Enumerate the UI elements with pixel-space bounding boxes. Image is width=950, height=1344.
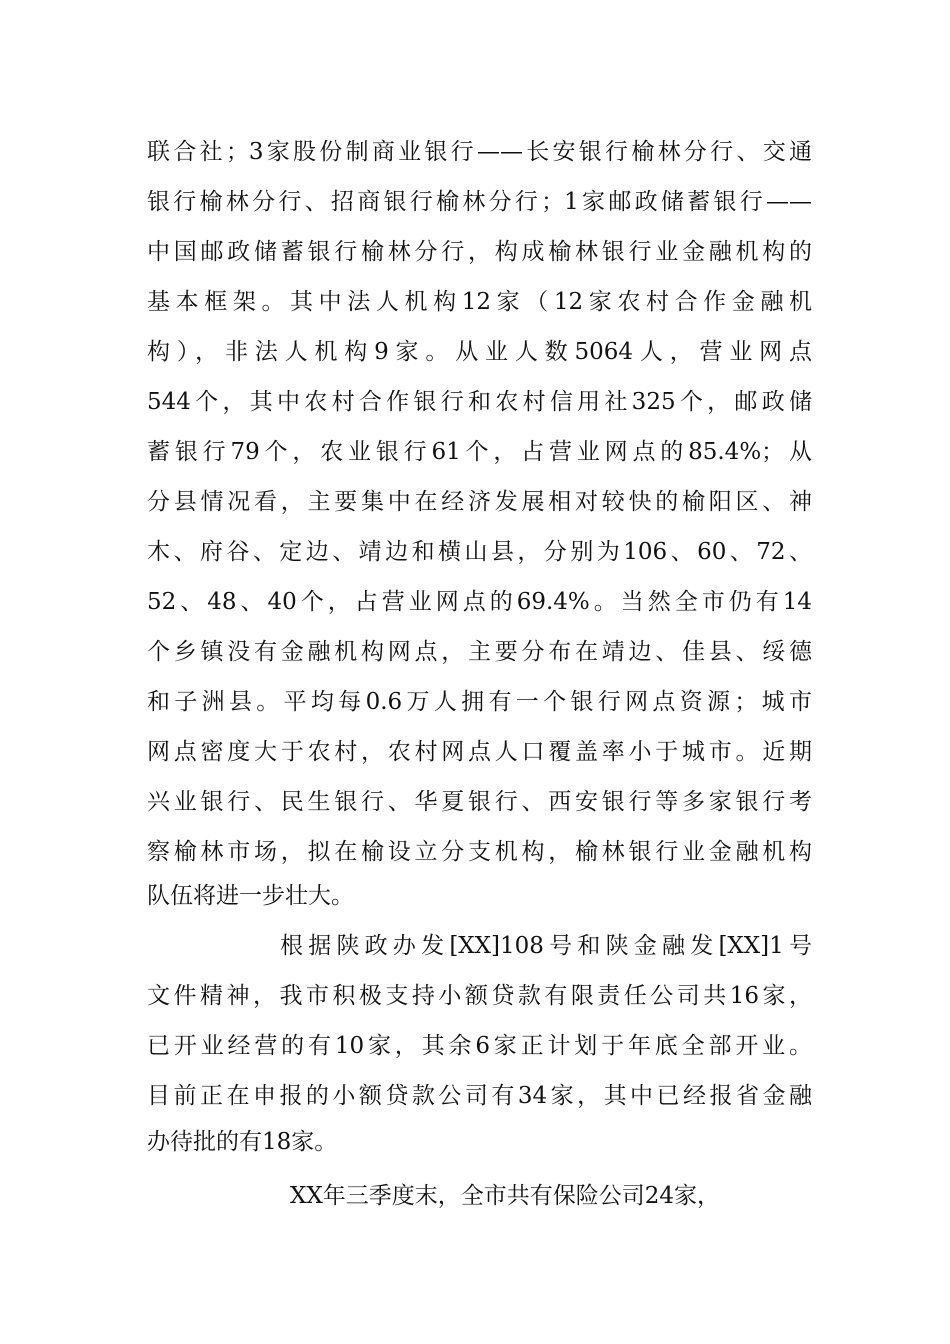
paragraph-1-line-1: 联合社；3家股份制商业银行——长安银行榆林分行、交通 (147, 139, 812, 165)
paragraph-1-line-2: 银行榆林分行、招商银行榆林分行；1家邮政储蓄银行—— (147, 189, 812, 215)
paragraph-2-line-4: 目前正在申报的小额贷款公司有34家，其中已经报省金融 (147, 1083, 812, 1109)
paragraph-2-line-5: 办待批的有18家。 (147, 1129, 338, 1155)
paragraph-2-line-1: 根据陕政办发[XX]108号和陕金融发[XX]1号 (280, 933, 812, 959)
paragraph-1-line-12: 和子洲县。平均每0.6万人拥有一个银行网点资源；城市 (147, 689, 812, 715)
paragraph-3-line-1: XX年三季度末，全市共有保险公司24家， (290, 1183, 721, 1209)
paragraph-2-line-2: 文件精神，我市积极支持小额贷款有限责任公司共16家， (147, 983, 812, 1009)
paragraph-1-line-6: 544个，其中农村合作银行和农村信用社325个，邮政储 (147, 389, 812, 415)
paragraph-2-line-3: 已开业经营的有10家，其余6家正计划于年底全部开业。 (147, 1033, 812, 1059)
paragraph-1-line-11: 个乡镇没有金融机构网点，主要分布在靖边、佳县、绥德 (147, 639, 812, 665)
paragraph-1-line-9: 木、府谷、定边、靖边和横山县，分别为106、60、72、 (147, 539, 812, 565)
paragraph-1-line-16: 队伍将进一步壮大。 (147, 883, 354, 909)
paragraph-1-line-15: 察榆林市场，拟在榆设立分支机构，榆林银行业金融机构 (147, 839, 812, 865)
paragraph-1-line-10: 52、48、40个，占营业网点的69.4%。当然全市仍有14 (147, 589, 812, 615)
paragraph-1-line-7: 蓄银行79个，农业银行61个，占营业网点的85.4%；从 (147, 439, 812, 465)
paragraph-1-line-8: 分县情况看，主要集中在经济发展相对较快的榆阳区、神 (147, 489, 812, 515)
paragraph-1-line-3: 中国邮政储蓄银行榆林分行，构成榆林银行业金融机构的 (147, 239, 812, 265)
paragraph-1-line-5: 构），非法人机构9家。从业人数5064人，营业网点 (147, 339, 812, 365)
paragraph-1-line-4: 基本框架。其中法人机构12家（12家农村合作金融机 (147, 289, 812, 315)
paragraph-1-line-13: 网点密度大于农村，农村网点人口覆盖率小于城市。近期 (147, 739, 812, 765)
paragraph-1-line-14: 兴业银行、民生银行、华夏银行、西安银行等多家银行考 (147, 789, 812, 815)
